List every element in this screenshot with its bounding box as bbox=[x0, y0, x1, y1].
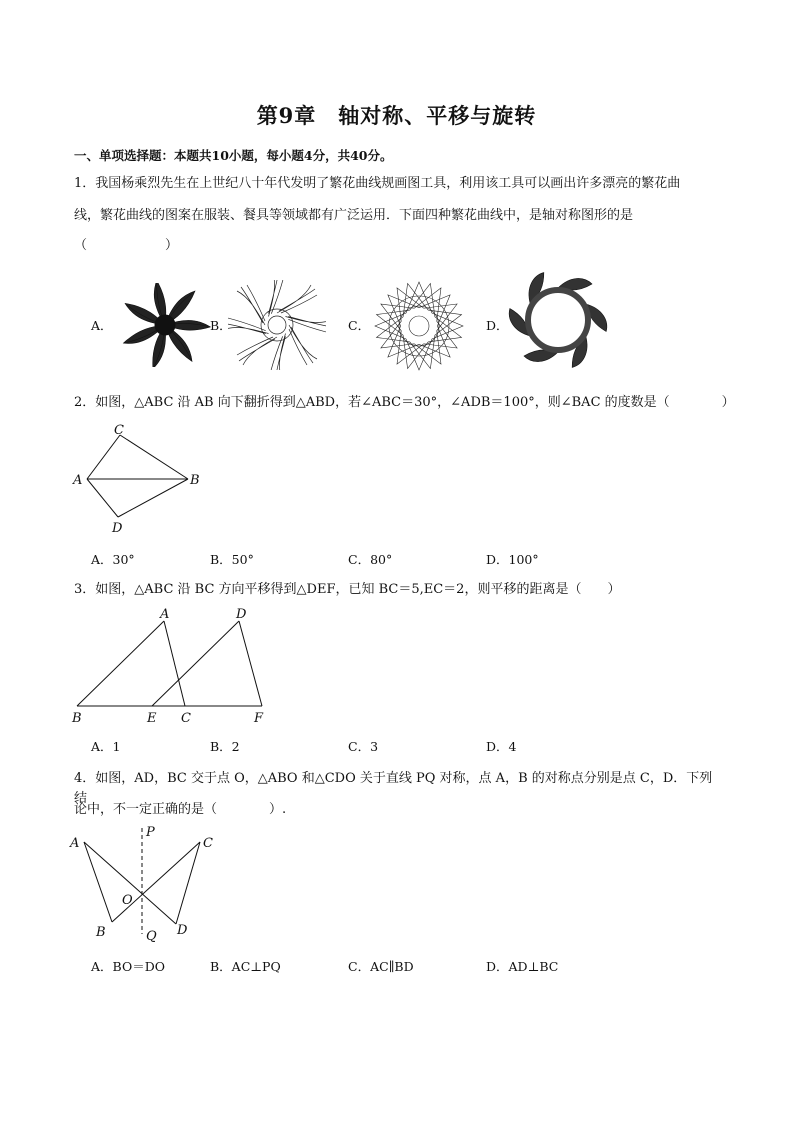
q4-label-p: P bbox=[146, 825, 155, 840]
q3-option-c: C．3 bbox=[348, 739, 379, 754]
q4-label-b: B bbox=[96, 925, 106, 940]
q3-label-d: D bbox=[236, 607, 247, 622]
q4-line1: 4．如图，AD，BC 交于点 O，△ABO 和△CDO 关于直线 PQ 对称，点 A，B 的对称点分别是点 C，D．下列结 bbox=[74, 771, 713, 806]
q1-line1: 1．我国杨乘烈先生在上世纪八十年代发明了繁花曲线规画图工具，利用该工具可以画出许多漂亮的繁花曲 bbox=[74, 176, 681, 191]
q1-option-d: D． bbox=[486, 318, 509, 333]
q2-label-a: A bbox=[73, 473, 83, 488]
q3-option-b: B．2 bbox=[210, 739, 240, 754]
q2-label-d: D bbox=[112, 521, 123, 536]
flower-pinwheel-figure bbox=[118, 283, 212, 367]
q2-option-d: D．100° bbox=[486, 552, 539, 567]
q1-line3: （ ） bbox=[74, 238, 179, 253]
q3-label-a: A bbox=[160, 607, 170, 622]
q4-label-c: C bbox=[203, 836, 213, 851]
q2-option-a: A．30° bbox=[91, 552, 135, 567]
q2-option-c: C．80° bbox=[348, 552, 393, 567]
section-heading: 一、单项选择题：本题共10小题，每小题4分，共40分。 bbox=[74, 148, 393, 163]
q3-figure bbox=[68, 604, 278, 726]
q3-text: 3．如图，△ABC 沿 BC 方向平移得到△DEF，已知 BC＝5,EC＝2，则平移的距离是（ ） bbox=[74, 582, 621, 597]
q4-option-c: C．AC∥BD bbox=[348, 959, 414, 974]
q4-option-d: D．AD⊥BC bbox=[486, 959, 559, 974]
q3-label-b: B bbox=[72, 711, 82, 726]
q1-line2: 线，繁花曲线的图案在服装、餐具等领域都有广泛运用．下面四种繁花曲线中，是轴对称图形的是 bbox=[74, 208, 634, 223]
q4-option-b: B．AC⊥PQ bbox=[210, 959, 281, 974]
q4-figure bbox=[66, 822, 226, 946]
q1-option-a: A． bbox=[91, 318, 113, 333]
q4-label-d: D bbox=[177, 923, 188, 938]
page-title: 第9章 轴对称、平移与旋转 bbox=[256, 103, 537, 128]
q2-label-b: B bbox=[190, 473, 200, 488]
q1-option-c: C． bbox=[348, 318, 371, 333]
flower-swirl-figure bbox=[228, 280, 326, 370]
q2-figure bbox=[70, 420, 210, 540]
q4-label-a: A bbox=[70, 836, 80, 851]
q4-label-o: O bbox=[122, 893, 133, 908]
q1-option-b: B． bbox=[210, 318, 232, 333]
q4-option-a: A．BO＝DO bbox=[91, 959, 165, 974]
q3-option-d: D．4 bbox=[486, 739, 517, 754]
q2-text: 2．如图，△ABC 沿 AB 向下翻折得到△ABD，若∠ABC＝30°，∠ADB＝100°，则∠BAC 的度数是（ ） bbox=[74, 395, 735, 410]
q4-line2: 论中，不一定正确的是（ ）. bbox=[74, 802, 287, 817]
q3-option-a: A．1 bbox=[91, 739, 121, 754]
q2-label-c: C bbox=[114, 423, 124, 438]
q3-label-c: C bbox=[181, 711, 191, 726]
q4-label-q: Q bbox=[146, 929, 157, 944]
q3-label-e: E bbox=[147, 711, 157, 726]
flower-star-figure bbox=[368, 278, 470, 374]
q3-label-f: F bbox=[254, 711, 264, 726]
flower-ring-figure bbox=[504, 270, 612, 370]
q2-option-b: B．50° bbox=[210, 552, 254, 567]
